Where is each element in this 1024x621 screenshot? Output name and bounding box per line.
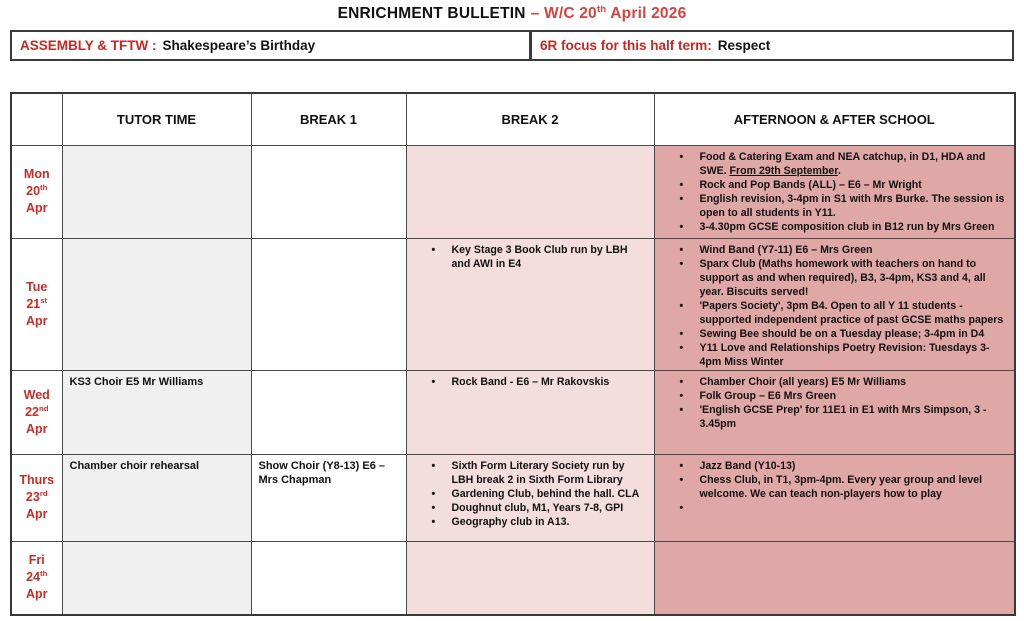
focus-value: Respect [717,38,771,53]
bullet-text: Food & Catering Exam and NEA catchup, in D1, HDA and SWE. From 29th September. [699,150,986,177]
bullet-item [408,243,653,271]
bullet-dot: • [679,473,684,486]
bullet-dot: • [679,341,684,354]
bullet-dot: • [679,243,684,256]
bullet-dot: • [679,150,684,163]
cell-tue-day [11,238,62,370]
assembly-value: Shakespeare’s Birthday [162,38,316,53]
bullet-item [656,192,1014,220]
cell-fri-afternoon [654,541,1015,615]
cell-mon-day [11,145,62,238]
bullet-item [656,178,1014,192]
cell-mon-tutor-time [62,145,251,238]
bullet-item [656,327,1014,341]
day-month: Apr [25,201,48,215]
header-day [11,93,62,145]
bullet-dot: • [431,459,436,472]
focus-label: 6R focus for this half term: [540,38,712,53]
timetable [10,92,1016,616]
assembly-label: ASSEMBLY & TFTW : [20,38,157,53]
day-name: Mon [23,167,50,181]
bullet-dot: • [431,375,436,388]
bullet-text: Folk Group – E6 Mrs Green [699,389,837,402]
cell-tue-afternoon [654,238,1015,370]
header-row [11,93,1015,145]
title-red-text: – W/C 20th April 2026 [530,3,687,22]
cell-mon-break-2 [406,145,654,238]
bullet-dot: • [679,299,684,312]
bullet-text: Rock Band - E6 – Mr Rakovskis [451,375,610,388]
bullet-dot: • [679,459,684,472]
cell-thurs-day [11,454,62,541]
bullet-text: Y11 Love and Relationships Poetry Revision: Tuesdays 3-4pm Miss Winter [699,341,990,368]
row-thurs [11,454,1015,541]
day-month: Apr [25,587,48,602]
day-name: Tue [26,279,48,294]
bullet-item [408,487,653,501]
day-date: 22nd [25,403,49,419]
bullet-item [656,403,1014,431]
cell-mon-break-1 [251,145,406,238]
bullet-item [656,341,1014,369]
bullet-item [408,501,653,515]
header-afternoon: AFTERNOON & AFTER SCHOOL [654,93,1015,145]
row-tue [11,238,1015,370]
bullet-dot: • [679,220,684,233]
bullet-item [656,375,1014,389]
cell-fri-tutor-time [62,541,251,615]
cell-fri-break-1 [251,541,406,615]
row-fri [11,541,1015,615]
cell-wed-break-1 [251,370,406,454]
bullet-item [408,459,653,487]
day-name: Wed [23,387,50,402]
cell-mon-afternoon [654,145,1015,238]
cell-thurs-break-1: Show Choir (Y8-13) E6 – Mrs Chapman [251,454,406,541]
bullet-text: Sewing Bee should be on a Tuesday please; 3-4pm in D4 [699,327,985,340]
bullet-dot: • [679,257,684,270]
header-break-1: BREAK 1 [251,93,406,145]
bullet-dot: • [431,515,436,528]
bullet-text: Wind Band (Y7-11) E6 – Mrs Green [699,243,873,256]
bullet-text: 'English GCSE Prep' for 11E1 in E1 with Mrs Simpson, 3 - 3.45pm [699,403,987,430]
bullet-dot: • [679,375,684,388]
bullet-dot: • [431,487,436,500]
bullet-item [656,220,1014,234]
page-title [0,5,1024,23]
bullet-dot: • [679,178,684,191]
header-tutor-time: TUTOR TIME [62,93,251,145]
bullet-item [656,299,1014,327]
cell-wed-day [11,370,62,454]
info-bar [10,30,1014,61]
cell-wed-tutor-time: KS3 Choir E5 Mr Williams [62,370,251,454]
bullet-text: Gardening Club, behind the hall. CLA [451,487,640,500]
bullet-text: Chess Club, in T1, 3pm-4pm. Every year group and level welcome. We can teach non-players how to play [699,473,983,500]
bullet-text: 'Papers Society', 3pm B4. Open to all Y 11 students - supported independent practice of past GCSE maths papers [699,299,1004,326]
bullet-item [656,150,1014,178]
day-date: 23rd [25,488,48,504]
cell-thurs-afternoon [654,454,1015,541]
bullet-dot: • [679,403,684,416]
bullet-item [656,257,1014,299]
title-black-text: ENRICHMENT BULLETIN [337,5,526,22]
timetable-table [10,92,1016,616]
cell-wed-break-2 [406,370,654,454]
cell-fri-day [11,541,62,615]
bullet-text: Rock and Pop Bands (ALL) – E6 – Mr Wright [699,178,922,191]
focus-box [531,30,1014,61]
cell-tue-break-2 [406,238,654,370]
bullet-dot: • [679,501,684,514]
cell-tue-tutor-time [62,238,251,370]
row-mon [11,145,1015,238]
bullet-item [656,243,1014,257]
cell-thurs-break-2 [406,454,654,541]
day-month: Apr [25,421,48,436]
day-date: 20th [26,182,48,198]
bullet-dot: • [679,389,684,402]
day-name: Fri [28,553,45,568]
bullet-text: Geography club in A13. [451,515,570,528]
day-month: Apr [25,507,48,521]
bullet-text: Key Stage 3 Book Club run by LBH and AWI in E4 [451,243,628,270]
bullet-item [408,515,653,529]
bullet-dot: • [431,243,436,256]
assembly-box [10,30,531,61]
bullet-text: Chamber Choir (all years) E5 Mr Williams [699,375,907,388]
row-wed [11,370,1015,454]
day-date: 24th [26,569,48,585]
bullet-dot: • [679,327,684,340]
bullet-item [656,473,1014,501]
bullet-item [408,375,653,389]
bullet-item [656,459,1014,473]
header-break-2: BREAK 2 [406,93,654,145]
bullet-text: Jazz Band (Y10-13) [699,459,796,472]
bullet-dot: • [679,192,684,205]
bullet-item [656,389,1014,403]
cell-thurs-tutor-time: Chamber choir rehearsal [62,454,251,541]
bullet-text: English revision, 3-4pm in S1 with Mrs Burke. The session is open to all students in Y11. [699,192,1005,219]
bullet-dot: • [431,501,436,514]
cell-tue-break-1 [251,238,406,370]
bullet-item [656,501,1014,515]
day-date: 21st [26,295,48,311]
bullet-text: Sparx Club (Maths homework with teachers on hand to support as and when required), B3, 3-4pm, KS3 and 4, all year. Biscuits served! [699,257,986,298]
day-name: Thurs [19,473,55,487]
day-month: Apr [25,313,48,328]
bullet-text: 3-4.30pm GCSE composition club in B12 run by Mrs Green [699,220,995,233]
cell-fri-break-2 [406,541,654,615]
bullet-text: Doughnut club, M1, Years 7-8, GPI [451,501,624,514]
bullet-text [700,501,1014,515]
bullet-text: Sixth Form Literary Society run by LBH break 2 in Sixth Form Library [451,459,625,486]
cell-wed-afternoon [654,370,1015,454]
